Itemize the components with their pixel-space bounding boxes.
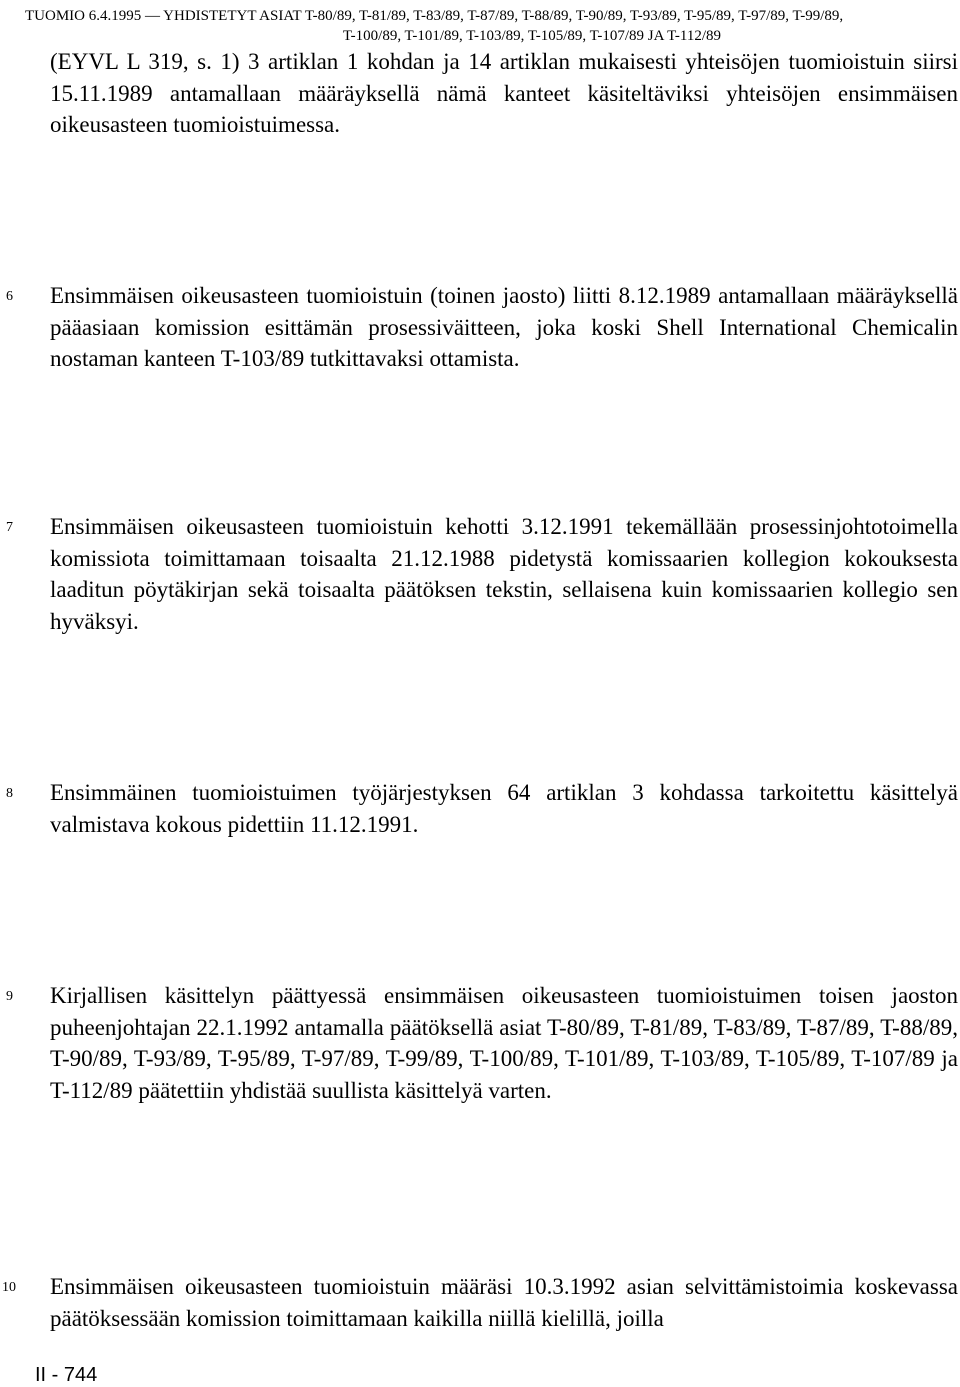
paragraph-number: 9 bbox=[6, 989, 13, 1004]
paragraph-9 bbox=[6, 980, 958, 1106]
paragraph-text: (EYVL L 319, s. 1) 3 artiklan 1 kohdan ja 14 artiklan mukaisesti yhteisöjen tuomioistuin siirsi 15.11.1989 antamallaan määräyksellä nämä kanteet käsiteltäviksi yhteisöjen ensimmäisen oikeusasteen tuomioistuimessa. bbox=[50, 49, 958, 137]
paragraph-text: Ensimmäinen tuomioistuimen työjärjestyksen 64 artiklan 3 kohdassa tarkoitettu käsittelyä valmistava kokous pidettiin 11.12.1991. bbox=[50, 780, 958, 837]
paragraph-text: Ensimmäisen oikeusasteen tuomioistuin (toinen jaosto) liitti 8.12.1989 antamallaan määräyksellä pääasiaan komission esittämän prosessiväitteen, joka koski Shell International Chemicalin nostaman kanteen T-103/89 tutkittavaksi ottamista. bbox=[50, 283, 958, 371]
paragraph-number: 7 bbox=[6, 520, 13, 535]
running-header bbox=[25, 6, 937, 46]
paragraph-number: 8 bbox=[6, 786, 13, 801]
paragraph-6 bbox=[6, 280, 958, 375]
paragraph-number: 6 bbox=[6, 289, 13, 304]
paragraph-text: Ensimmäisen oikeusasteen tuomioistuin määräsi 10.3.1992 asian selvittämistoimia koskevassa päätöksessään komission toimittamaan kaikilla niillä kielillä, joilla bbox=[50, 1274, 958, 1331]
paragraph-10 bbox=[2, 1271, 958, 1334]
paragraph-7 bbox=[6, 511, 958, 637]
paragraph-text: Kirjallisen käsittelyn päättyessä ensimmäisen oikeusasteen tuomioistuimen toisen jaoston puheenjohtajan 22.1.1992 antamalla päätöksellä asiat T-80/89, T-81/89, T-83/89, T-87/89, T-88/89, T-90/89, T-93/89, T-95/89, T-97/89, T-99/89, T-100/89, T-101/89, T-103/89, T-105/89, T-107/89 ja T-112/89 päätettiin yhdistää suullista käsittelyä varten. bbox=[50, 983, 958, 1103]
paragraph-text: Ensimmäisen oikeusasteen tuomioistuin kehotti 3.12.1991 tekemällään prosessinjohtotoimella komissiota toimittamaan toisaalta 21.12.1988 pidetystä komissaarien kollegion kokouksesta laaditun pöytäkirjan sekä toisaalta päätöksen tekstin, sellaisena kuin komissaarien kollegio sen hyväksyi. bbox=[50, 514, 958, 634]
page-number: II - 744 bbox=[35, 1364, 98, 1386]
header-line-1: TUOMIO 6.4.1995 — YHDISTETYT ASIAT T-80/89, T-81/89, T-83/89, T-87/89, T-88/89, T-90/89, T-93/89, T-95/89, T-97/89, T-99/89, bbox=[25, 8, 844, 24]
paragraph-continuation bbox=[50, 46, 958, 141]
paragraph-number: 10 bbox=[2, 1280, 16, 1295]
paragraph-8 bbox=[6, 777, 958, 840]
header-line-2: T-100/89, T-101/89, T-103/89, T-105/89, T-107/89 JA T-112/89 bbox=[342, 28, 721, 44]
